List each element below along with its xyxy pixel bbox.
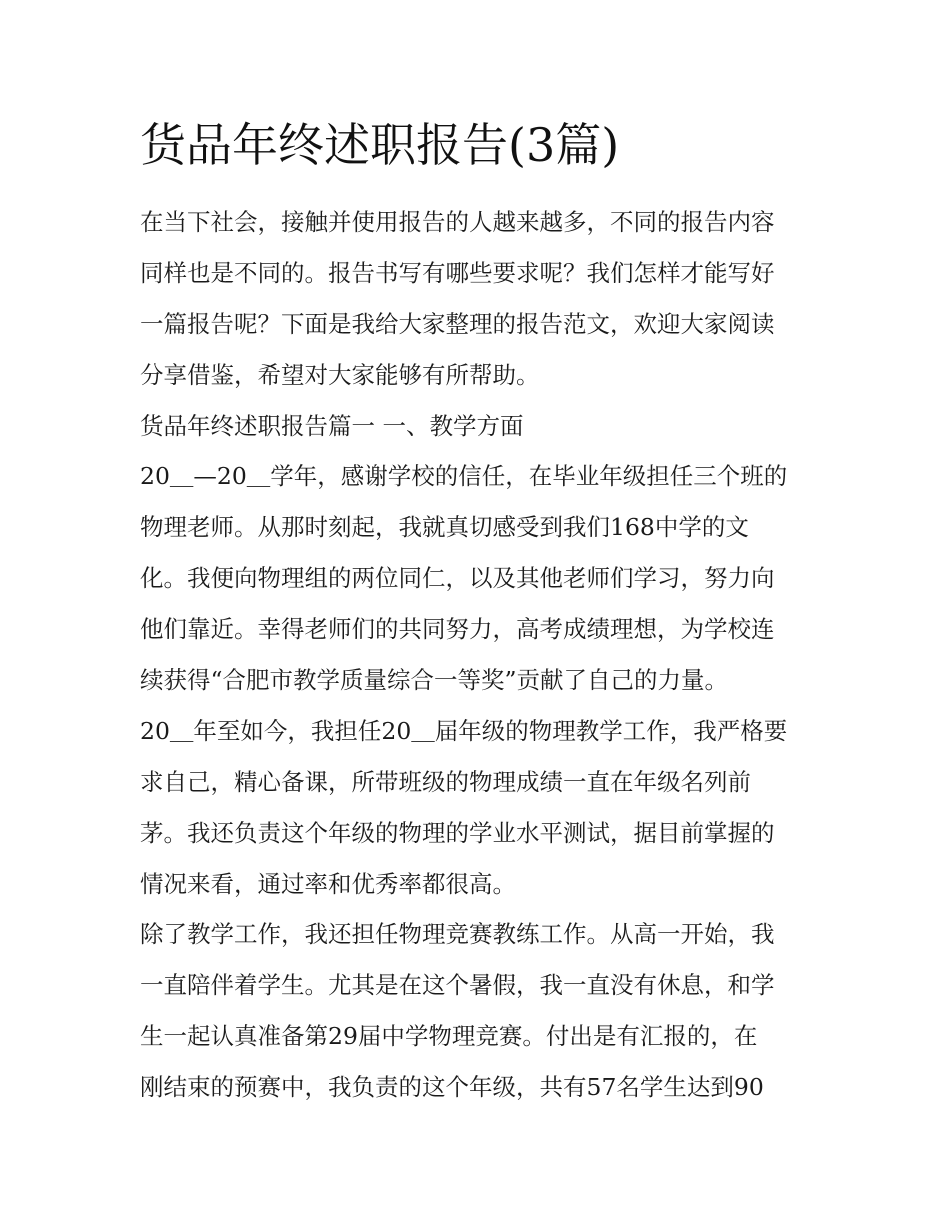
document-body	[140, 197, 812, 1113]
text-line: 20＿年至如今，我担任20＿届年级的物理教学工作，我严格要	[140, 716, 788, 745]
section-heading-line: 货品年终述职报告篇一 一、教学方面	[140, 411, 524, 440]
text-line: 除了教学工作，我还担任物理竞赛教练工作。从高一开始，我	[140, 920, 775, 949]
text-line: 一篇报告呢？下面是我给大家整理的报告范文，欢迎大家阅读	[140, 309, 775, 338]
text-line: 物理老师。从那时刻起，我就真切感受到我们168中学的文	[140, 513, 749, 542]
text-line: 他们靠近。幸得老师们的共同努力，高考成绩理想，为学校连	[140, 615, 775, 644]
text-line: 一直陪伴着学生。尤其是在这个暑假，我一直没有休息，和学	[140, 971, 775, 1000]
text-line: 分享借鉴，希望对大家能够有所帮助。	[140, 360, 540, 389]
text-line: 同样也是不同的。报告书写有哪些要求呢？我们怎样才能写好	[140, 258, 775, 287]
text-line: 20＿—20＿学年，感谢学校的信任，在毕业年级担任三个班的	[140, 462, 788, 491]
text-line: 化。我便向物理组的两位同仁，以及其他老师们学习，努力向	[140, 564, 775, 593]
text-line: 茅。我还负责这个年级的物理的学业水平测试，据目前掌握的	[140, 818, 775, 847]
text-line: 续获得“合肥市教学质量综合一等奖”贡献了自己的力量。	[140, 666, 729, 695]
text-line: 生一起认真准备第29届中学物理竞赛。付出是有汇报的，在	[140, 1022, 758, 1051]
page-title: 货品年终述职报告(3篇)	[140, 118, 620, 172]
text-line: 情况来看，通过率和优秀率都很高。	[140, 869, 516, 898]
text-line: 刚结束的预赛中，我负责的这个年级，共有57名学生达到90	[140, 1073, 764, 1102]
text-line: 在当下社会，接触并使用报告的人越来越多，不同的报告内容	[140, 208, 775, 236]
text-line: 求自己，精心备课，所带班级的物理成绩一直在年级名列前	[140, 767, 751, 796]
